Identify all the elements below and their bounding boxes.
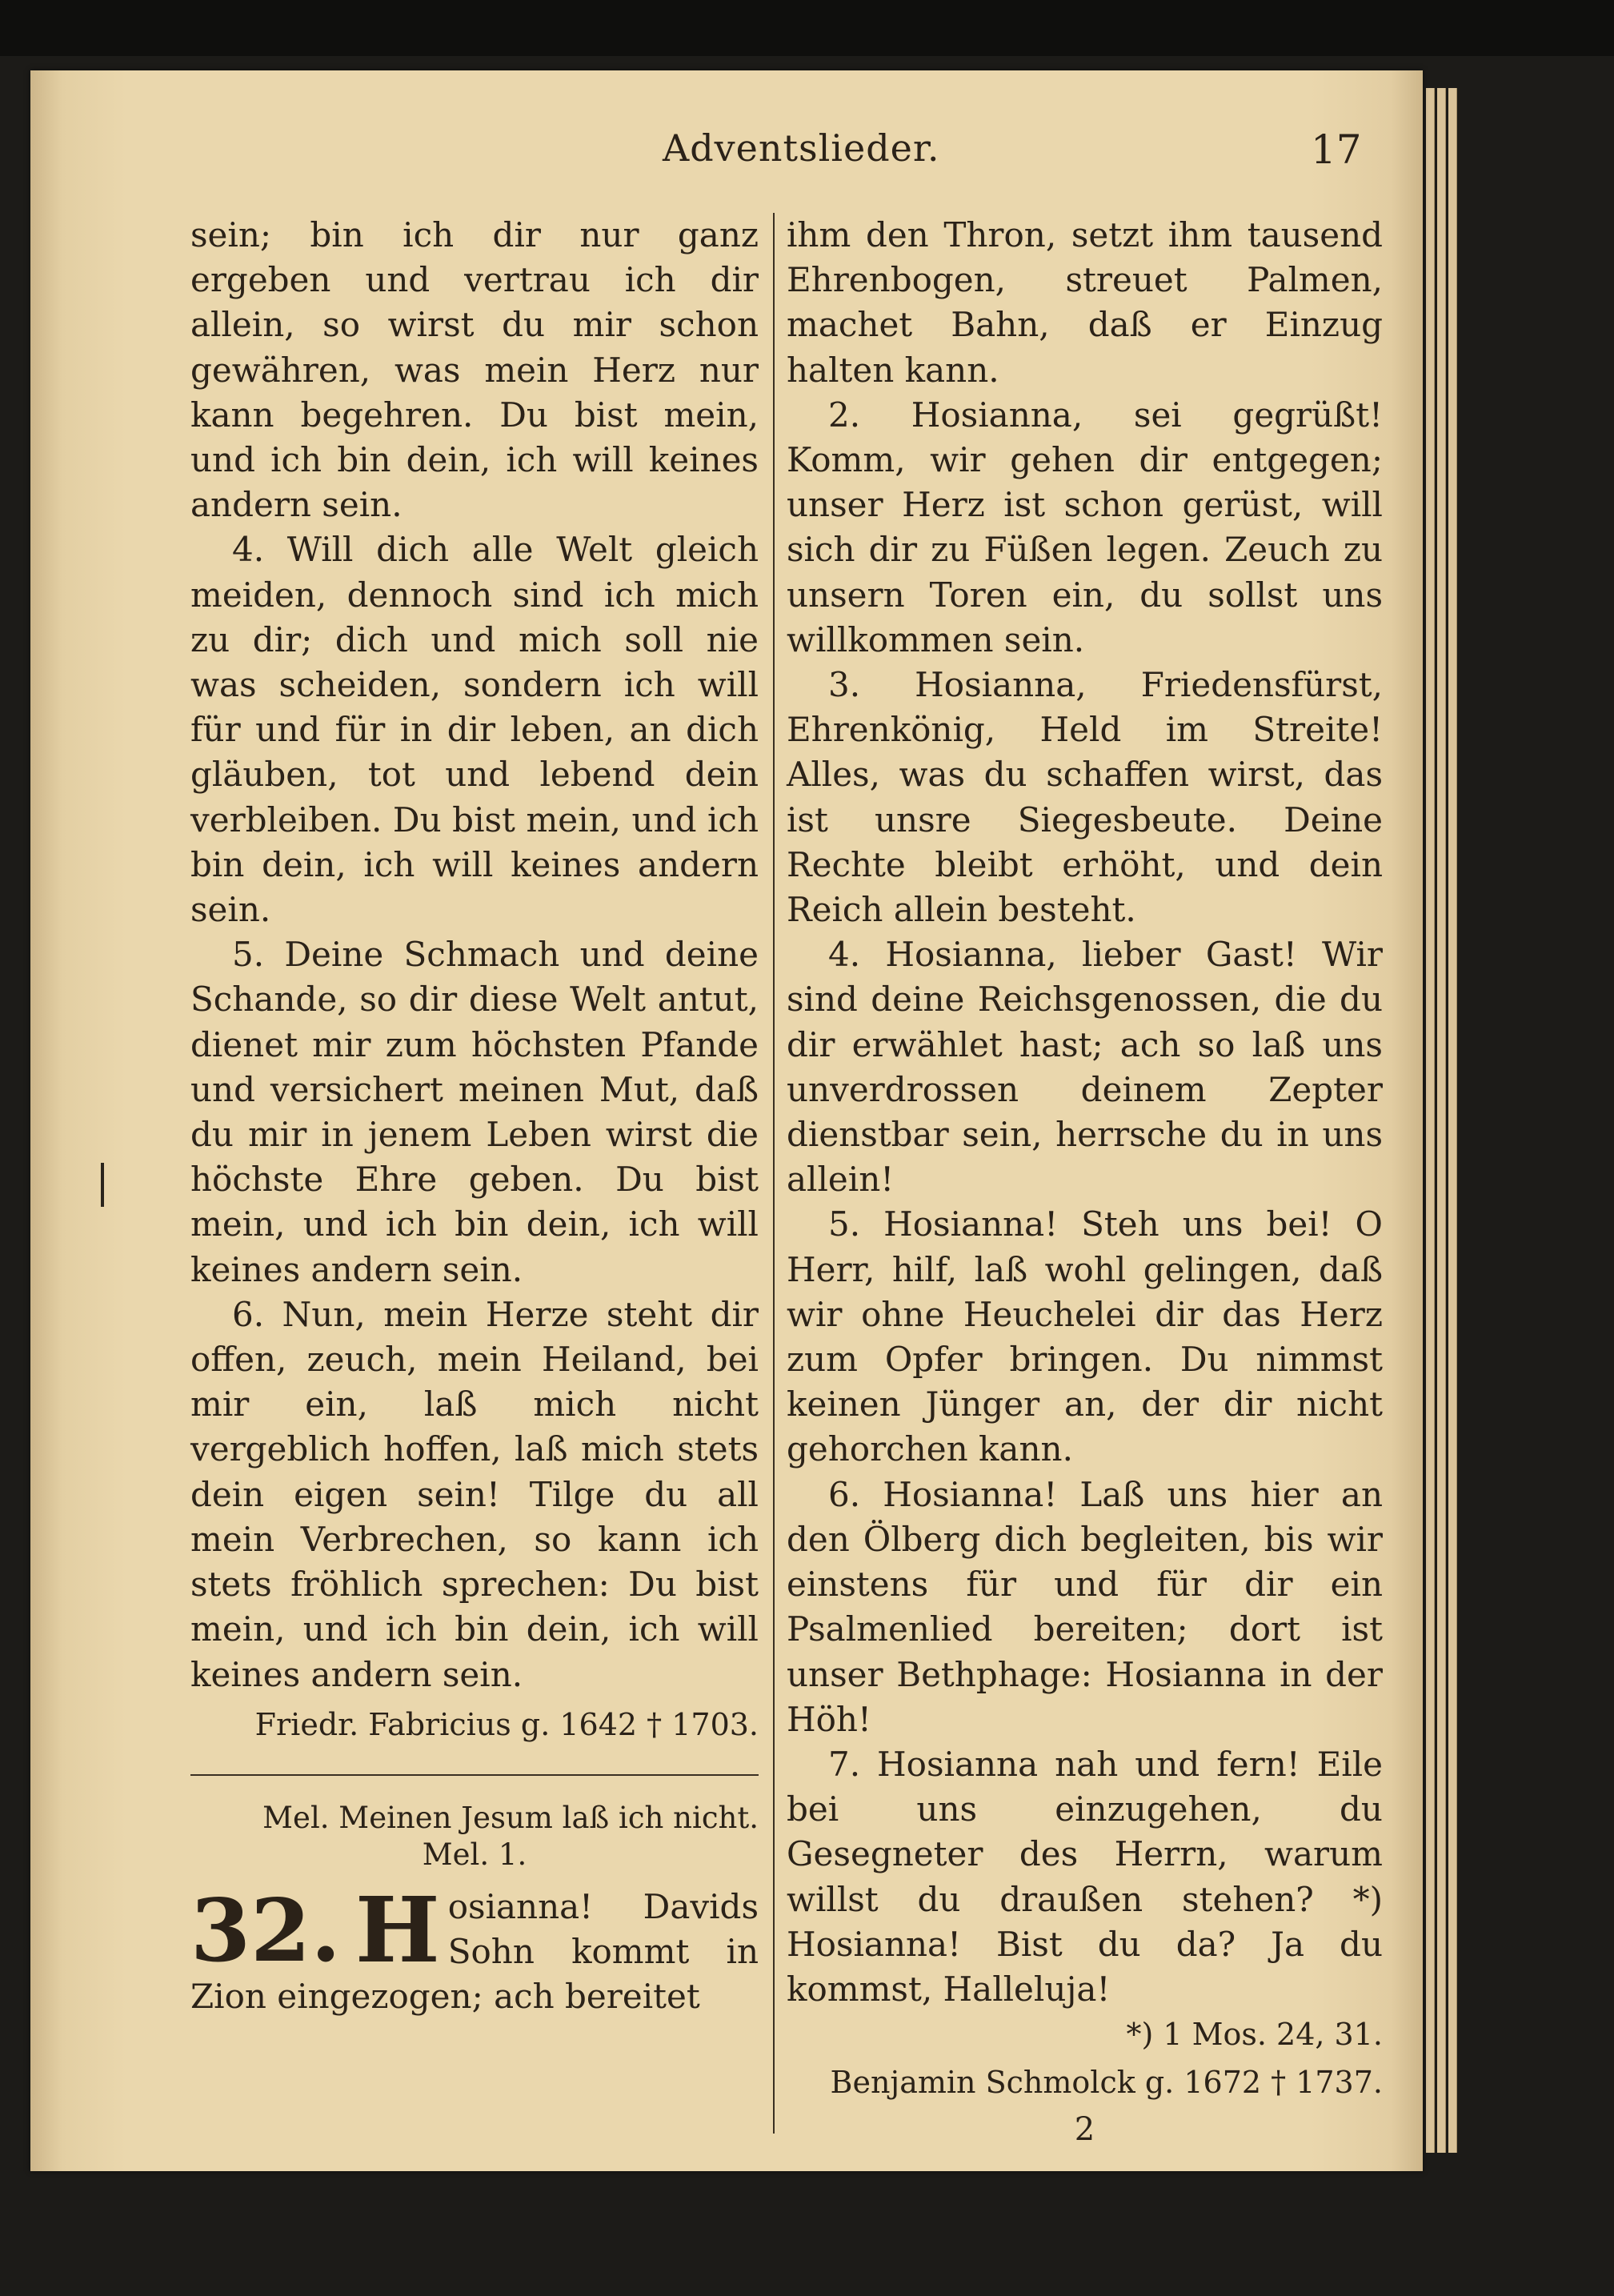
section-divider: [190, 1774, 759, 1776]
book-page: [30, 70, 1423, 2171]
page-edge: [1437, 88, 1446, 2153]
page-edge: [1448, 88, 1457, 2153]
melody-reference: Mel. Meinen Jesum laß ich nicht.: [262, 1800, 759, 1835]
verse-paragraph: 7. Hosianna nah und fern! Eile bei uns einzugehen, du Gesegneter des Herrn, warum willst du draußen stehen? *) Hosianna! Bist du da? Ja du kommst, Halleluja!: [787, 1744, 1383, 2009]
hymn-number: 32.: [190, 1880, 341, 1981]
drop-cap-initial: H: [354, 1877, 440, 1983]
melody-number: Mel. 1.: [422, 1837, 527, 1872]
verse-paragraph: 3. Hosianna, Friedensfürst, Ehrenkönig, Held im Streite! Alles, was du schaffen wirst, das ist unsre Siegesbeute. Deine Rechte bleibt erhöht, und dein Reich allein besteht.: [787, 665, 1383, 930]
verse-paragraph: ihm den Thron, setzt ihm tausend Ehrenbogen, streuet Palmen, machet Bahn, daß er Einzug halten kann.: [787, 215, 1383, 390]
right-column: [787, 213, 1383, 2152]
margin-mark: [101, 1163, 104, 1207]
verse-paragraph: 4. Will dich alle Welt gleich meiden, dennoch sind ich mich zu dir; dich und mich soll nie was scheiden, sondern ich will für und für in dir leben, an dich gläuben, tot und lebend dein verbleiben. Du bist mein, und ich bin dein, ich will keines andern sein.: [190, 530, 759, 930]
hymn-opening-text: osianna! Davids Sohn kommt in Zion eingezogen; ach bereitet: [190, 1886, 759, 2017]
running-title: Adventslieder.: [663, 126, 940, 170]
author-attribution: Benjamin Schmolck g. 1672 † 1737.: [830, 2065, 1383, 2101]
page-number: 17: [1311, 126, 1362, 173]
verse-paragraph: 5. Deine Schmach und deine Schande, so dir diese Welt antut, dienet mir zum höchsten Pfande und versichert meinen Mut, daß du mir in jenem Leben wirst die höchste Ehre geben. Du bist mein, und ich bin dein, ich will keines andern sein.: [190, 935, 759, 1289]
left-column: [190, 213, 759, 2020]
footnote: *) 1 Mos. 24, 31.: [1126, 2017, 1383, 2053]
verse-paragraph: 2. Hosianna, sei gegrüßt! Komm, wir gehen dir entgegen; unser Herz ist schon gerüst, will sich dir zu Füßen legen. Zeuch zu unsern Toren ein, du sollst uns willkommen sein.: [787, 395, 1383, 659]
verse-paragraph: 4. Hosianna, lieber Gast! Wir sind deine Reichsgenossen, die du dir erwählet hast; ach so laß uns unverdrossen deinem Zepter dienstbar sein, herrsche du in uns allein!: [787, 935, 1383, 1200]
signature-mark: 2: [1074, 2110, 1095, 2148]
verse-paragraph: 6. Nun, mein Herze steht dir offen, zeuch, mein Heiland, bei mir ein, laß mich nicht vergeblich hoffen, laß mich stets dein eigen sein! Tilge du all mein Verbrechen, so kann ich stets fröhlich sprechen: Du bist mein, und ich bin dein, ich will keines andern sein.: [190, 1294, 759, 1694]
author-attribution: Friedr. Fabricius g. 1642 † 1703.: [254, 1706, 759, 1742]
verse-paragraph: 5. Hosianna! Steh uns bei! O Herr, hilf, laß wohl gelingen, daß wir ohne Heuchelei dir das Herz zum Opfer bringen. Du nimmst keinen Jünger an, der dir nicht gehorchen kann.: [787, 1204, 1383, 1469]
page-edge: [1426, 88, 1435, 2153]
column-divider: [773, 213, 775, 2134]
verse-paragraph: sein; bin ich dir nur ganz ergeben und vertrau ich dir allein, so wirst du mir schon gewähren, was mein Herz nur kann begehren. Du bist mein, und ich bin dein, ich will keines andern sein.: [190, 215, 759, 525]
hymn-start: [190, 1877, 759, 2020]
footnote-line: [787, 2012, 1383, 2057]
verse-paragraph: 6. Hosianna! Laß uns hier an den Ölberg dich begleiten, bis wir einstens für und für dir ein Psalmenlied bereiten; dort ist unser Bethphage: Hosianna in der Höh!: [787, 1474, 1383, 1739]
page-header: [30, 126, 1423, 190]
